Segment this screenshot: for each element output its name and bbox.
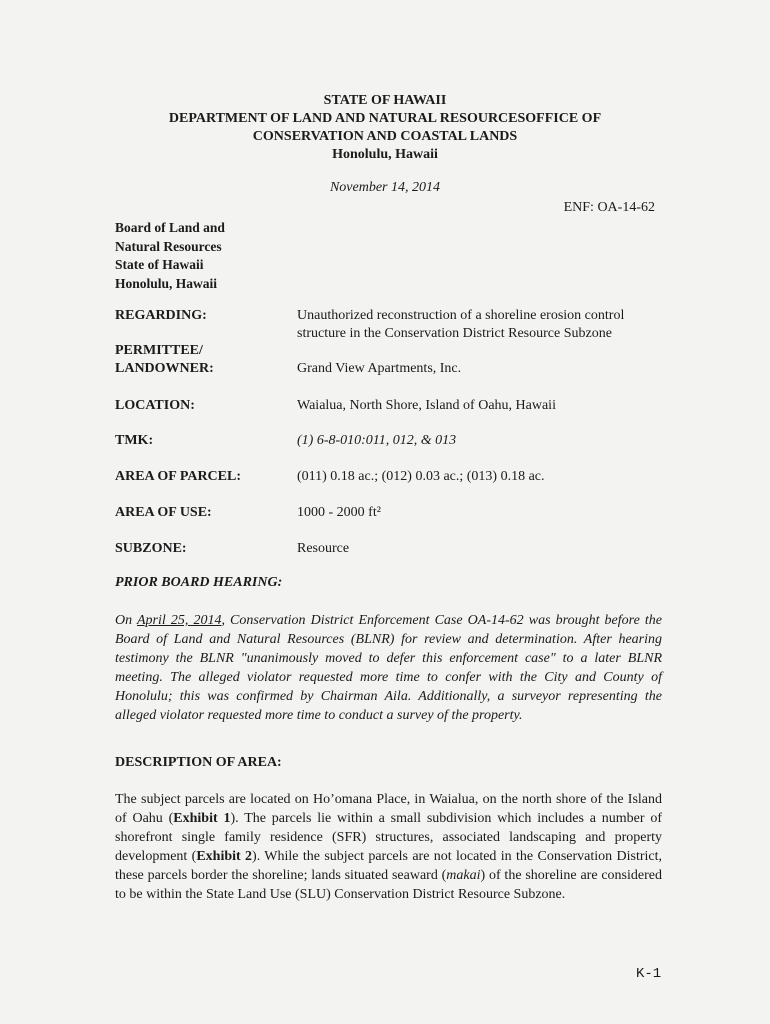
page-number: K-1 xyxy=(636,966,662,982)
exhibit-1-ref: Exhibit 1 xyxy=(173,811,231,826)
prior-hearing-heading: PRIOR BOARD HEARING: xyxy=(115,575,283,590)
header-office: CONSERVATION AND COASTAL LANDS xyxy=(252,129,518,144)
enforcement-number: ENF: OA-14-62 xyxy=(563,200,655,215)
location-value: Waialua, North Shore, Island of Oahu, Hawaii xyxy=(297,398,556,413)
header-department: DEPARTMENT OF LAND AND NATURAL RESOURCESOFFICE OF xyxy=(168,111,602,126)
location-label: LOCATION: xyxy=(115,398,195,413)
addressee-line: State of Hawaii xyxy=(115,257,204,272)
exhibit-2-ref: Exhibit 2 xyxy=(196,849,253,864)
area-use-label: AREA OF USE: xyxy=(115,505,212,520)
prior-text: , Conservation District Enforcement Case OA-14-62 was brought before the Board of Land and Natural Resources (BLNR) for review and determination. After hearing testimony the BLNR "unanimously moved to defer this enforcement case" to a later BLNR meeting. The alleged violator requested more time to confer with the City and County of Honolulu; this was confirmed by Chairman Aila. Additionally, a surveyor representing the alleged violator requested more time to conduct a survey of the property. xyxy=(115,613,663,723)
description-heading: DESCRIPTION OF AREA: xyxy=(115,755,282,770)
makai-term: makai xyxy=(446,868,481,883)
addressee-line: Board of Land and xyxy=(115,220,225,235)
addressee-line: Honolulu, Hawaii xyxy=(115,275,218,291)
area-parcel-value: (011) 0.18 ac.; (012) 0.03 ac.; (013) 0.18 ac. xyxy=(297,469,545,484)
permittee-label: PERMITTEE/ xyxy=(115,343,203,358)
permittee-value: Grand View Apartments, Inc. xyxy=(297,361,462,376)
prior-lead: On xyxy=(115,613,137,628)
header-state: STATE OF HAWAII xyxy=(323,93,447,108)
prior-hearing-paragraph xyxy=(115,611,662,725)
description-text: ) of the shoreline are considered to be within the State Land Use (SLU) Conservation District Resource Subzone. xyxy=(115,868,662,902)
subzone-value: Resource xyxy=(297,541,350,556)
description-paragraph xyxy=(115,790,662,904)
description-text: ). While the subject parcels are not located in the Conservation District, these parcels border the shoreline; lands situated seaward ( xyxy=(115,849,662,883)
description-text: The subject parcels are located on Ho’omana Place, in Waialua, on the north shore of the Island of Oahu ( xyxy=(115,792,662,826)
subzone-label: SUBZONE: xyxy=(115,541,187,556)
header-city: Honolulu, Hawaii xyxy=(332,147,438,162)
regarding-label: REGARDING: xyxy=(115,308,207,323)
document-date: November 14, 2014 xyxy=(329,180,441,195)
tmk-value: (1) 6-8-010:011, 012, & 013 xyxy=(297,433,457,448)
addressee-line: Natural Resources xyxy=(115,238,222,254)
landowner-label: LANDOWNER: xyxy=(115,361,214,376)
tmk-label: TMK: xyxy=(115,433,154,448)
regarding-value: Unauthorized reconstruction of a shoreline erosion control structure in the Conservation District Resource Subzone xyxy=(297,308,625,341)
addressee-block xyxy=(115,219,225,293)
area-use-value: 1000 - 2000 ft² xyxy=(297,505,381,520)
description-text: ). The parcels lie within a small subdivision which includes a number of shorefront single family residence (SFR) structures, associated landscaping and property development ( xyxy=(115,811,662,864)
hearing-date-link: April 25, 2014 xyxy=(136,613,222,628)
area-parcel-label: AREA OF PARCEL: xyxy=(115,469,241,484)
